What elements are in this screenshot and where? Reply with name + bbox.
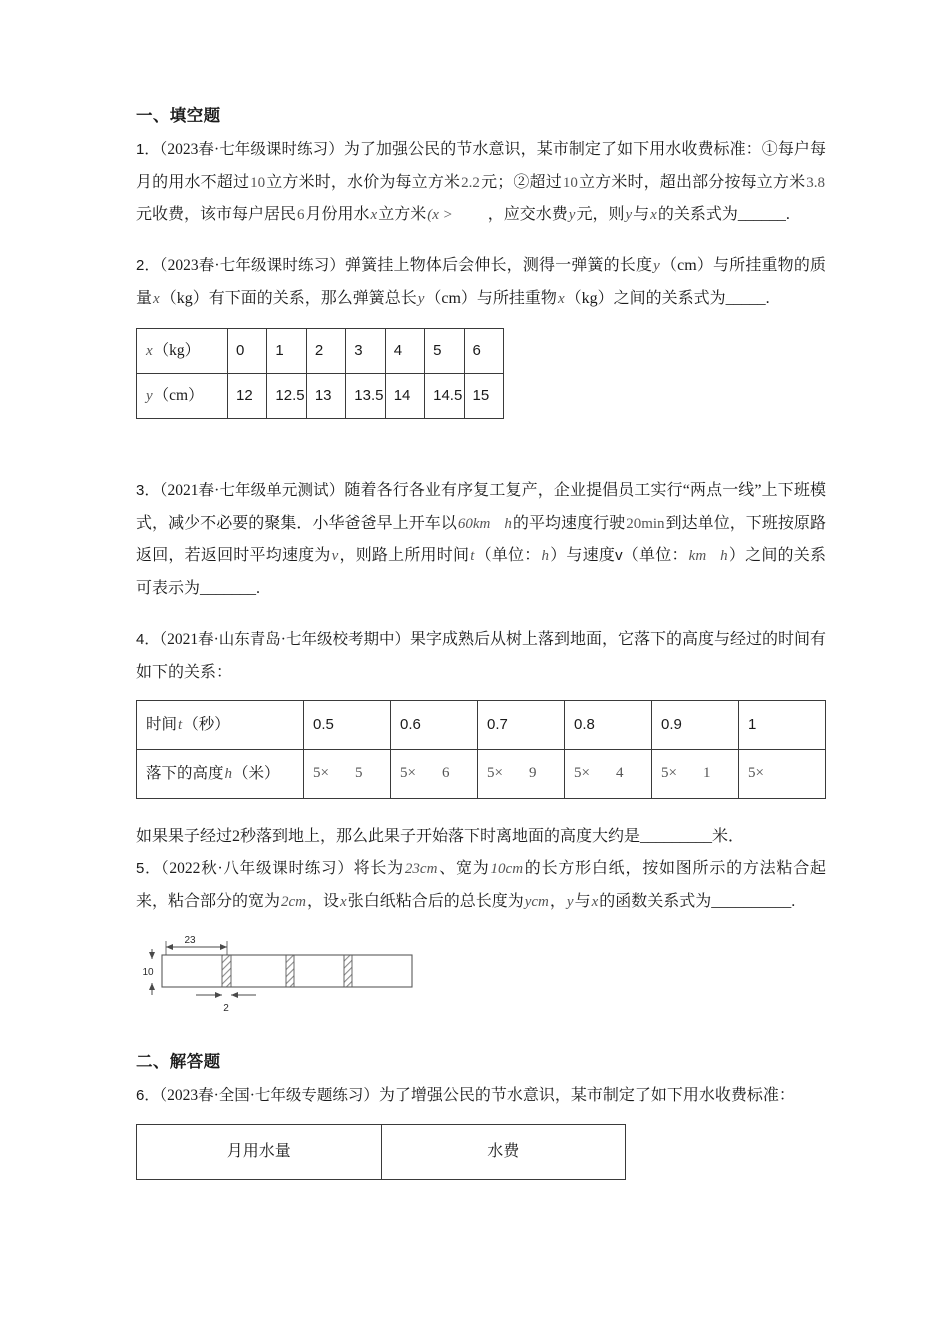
cell: 12 <box>228 373 267 418</box>
overlap-band-1 <box>222 955 231 987</box>
q2-var-x-2: x <box>557 290 565 307</box>
question-3-text-e: （单位： <box>475 547 541 565</box>
question-2-text-b: （cm）与所挂重物的质量 <box>136 257 826 307</box>
question-3-text-a: 随着各行各业有序复工复产，企业提倡员工实行“两点一线”上下班模式，减少不必要的聚集．小华爸爸早上开车以 <box>136 481 826 532</box>
cell-lead: 5× <box>400 765 416 782</box>
cell <box>565 749 652 798</box>
question-6-text: 为了增强公民的节水意识，某市制定了如下用水收费标准： <box>378 1086 795 1104</box>
q5-width-10cm: 10cm <box>490 861 524 878</box>
cell: 4 <box>385 328 424 373</box>
table-fall-label-height-b: （米） <box>233 764 280 782</box>
question-3 <box>136 475 826 606</box>
cell-lead: 5× <box>574 765 590 782</box>
q1-answer-blank[interactable]: ______ <box>737 206 786 224</box>
table-fall-label-time-a: 时间 <box>146 715 178 733</box>
cell: 13.5 <box>346 373 385 418</box>
cell <box>304 749 391 798</box>
q2-answer-blank[interactable]: _____ <box>725 289 766 307</box>
question-5-text-e: 张白纸粘合后的总长度为 <box>347 893 524 911</box>
q4-followup-seconds: 2 <box>232 827 241 845</box>
spacer <box>136 1020 826 1050</box>
question-1-line2-d: 立方米时，超出 <box>578 173 693 191</box>
question-3-text-d: ，则路上所用时间 <box>339 547 470 565</box>
cell <box>652 749 739 798</box>
q1-condition-paren: (x > <box>427 207 453 224</box>
table-spring-unit-cm: （cm） <box>153 386 204 404</box>
q2-var-y-1: y <box>653 258 660 275</box>
q3-unit-km: km <box>688 548 707 565</box>
question-5-period: . <box>791 893 796 911</box>
table-row <box>137 749 826 798</box>
q1-price-22: 2.2 <box>461 174 480 191</box>
document-content <box>136 104 826 1180</box>
q3-var-v-1: v <box>331 548 339 565</box>
table-spring-row-label-x <box>137 328 228 373</box>
cell: 0.9 <box>652 700 739 749</box>
question-1-period: . <box>785 206 790 224</box>
cell: 6 <box>464 328 503 373</box>
table-water-fee <box>136 1124 626 1180</box>
question-3-text-g: （单位： <box>622 547 688 565</box>
question-1-line1: 为了加强公民的节水意识，某市制定了如下用水收费标准： <box>343 140 762 158</box>
q5-length-23cm: 23cm <box>404 861 438 878</box>
question-2-text-c: （kg）有下面的关系，那么弹簧总长 <box>160 289 417 307</box>
arrowhead-up-height <box>149 983 155 990</box>
table-spring-var-y: y <box>146 387 153 404</box>
q4-followup-c: 米． <box>712 827 745 845</box>
question-1-line3-c: 月份用水 <box>305 206 370 224</box>
table-water-header-fee: 水费 <box>381 1125 626 1180</box>
question-5-text-b: 、宽为 <box>438 860 490 878</box>
q3-unit-h-2: h <box>720 548 728 565</box>
q1-var-y-b: y <box>625 207 633 224</box>
spacer <box>136 419 826 475</box>
question-5 <box>136 853 826 919</box>
question-1-line3-a: 部分按每立方米 <box>692 173 806 191</box>
arrowhead-overlap-left <box>231 992 238 998</box>
cell-lead: 5× <box>487 765 503 782</box>
question-1-source: （2023春·七年级课时练习） <box>159 140 344 158</box>
q3-var-t: t <box>470 548 475 565</box>
question-4-text: 果字成熟后从树上落到地面，它落下的高度与经过的时间有如下的关系： <box>136 630 827 681</box>
question-1-line4-a: 与 <box>633 206 650 224</box>
question-1-line4-b: 的关系式为 <box>657 206 738 224</box>
dimension-label-overlap: 2 <box>223 1002 229 1014</box>
question-4-followup <box>136 821 826 854</box>
dimension-label-height: 10 <box>142 966 154 978</box>
q4-answer-blank[interactable]: _________ <box>640 827 713 845</box>
cell-lead: 5× <box>313 765 329 782</box>
q5-var-x-2: x <box>591 894 599 911</box>
cell: 1 <box>267 328 306 373</box>
cell: 1 <box>739 700 826 749</box>
table-spring-unit-kg: （kg） <box>153 341 201 359</box>
question-1-line2-c: 元；②超过 <box>480 173 562 191</box>
cell: 0.6 <box>391 700 478 749</box>
figure-glued-paper-strips <box>138 933 826 1020</box>
q5-total-ycm: ycm <box>524 894 549 911</box>
question-2-text-e: （kg）之间的关系式为 <box>565 289 726 307</box>
cell: 0.5 <box>304 700 391 749</box>
cell-tail: 9 <box>528 765 537 782</box>
cell-tail: 4 <box>615 765 624 782</box>
table-fall-var-h: h <box>224 765 233 782</box>
cell: 14 <box>385 373 424 418</box>
cell-tail: 6 <box>441 765 450 782</box>
cell: 0.8 <box>565 700 652 749</box>
table-row <box>137 1125 626 1180</box>
cell: 14.5 <box>425 373 464 418</box>
cell: 0.7 <box>478 700 565 749</box>
table-spring-data <box>136 328 504 419</box>
cell <box>739 749 826 798</box>
question-5-text-g: 与 <box>574 893 591 911</box>
question-4 <box>136 624 826 690</box>
q1-month-6: 6 <box>297 207 305 224</box>
question-1 <box>136 134 826 232</box>
table-fall-row-label-height <box>137 749 304 798</box>
table-spring-row-label-y <box>137 373 228 418</box>
cell: 12.5 <box>267 373 306 418</box>
q1-price-38: 3.8 <box>806 174 825 191</box>
q1-var-y-a: y <box>568 207 576 224</box>
q5-answer-blank[interactable]: __________ <box>711 893 792 911</box>
question-3-period: . <box>256 580 261 598</box>
question-6-source: （2023春·全国·七年级专题练习） <box>159 1086 379 1104</box>
q1-var-x-b: x <box>650 207 657 224</box>
arrowhead-down-height <box>149 952 155 959</box>
q5-overlap-2cm: 2cm <box>281 894 307 911</box>
cell: 5 <box>425 328 464 373</box>
question-1-line3-f: 元，则 <box>576 206 625 224</box>
glued-paper-svg <box>138 933 438 1015</box>
q5-var-y: y <box>566 894 574 911</box>
table-falling-height <box>136 700 826 799</box>
question-1-number: 1． <box>136 140 160 158</box>
question-5-text-c: 的长方形白纸，按如图所示的方法粘合起来，粘合部分的宽为 <box>136 860 826 911</box>
spacer <box>136 234 826 250</box>
arrowhead-overlap-right <box>215 992 222 998</box>
question-3-number: 3． <box>136 481 160 499</box>
question-1-line3-b: 元收费，该市每户居民 <box>136 206 297 224</box>
table-row <box>137 373 504 418</box>
spacer <box>136 608 826 624</box>
q3-time-20min: 20min <box>626 515 665 532</box>
cell: 13 <box>306 373 345 418</box>
cell <box>478 749 565 798</box>
section-heading-fill-in-blanks: 一、填空题 <box>136 106 221 125</box>
question-5-text-h: 的函数关系式为 <box>599 893 712 911</box>
overlap-band-2 <box>286 955 294 987</box>
question-6 <box>136 1080 826 1113</box>
cell-lead: 5× <box>661 765 677 782</box>
table-row <box>137 328 504 373</box>
question-2-text-d: （cm）与所挂重物 <box>425 289 557 307</box>
question-2-source: （2023春·七年级课时练习） <box>159 257 346 275</box>
question-4-source: （2021春·山东青岛·七年级校考期中） <box>159 630 410 648</box>
q3-speed-60kmh: 60km <box>457 515 491 532</box>
question-1-line3-d: 立方米 <box>378 206 427 224</box>
question-3-text-c: 到达单位，下班按原路返回，若返回时平均速度为 <box>136 514 826 565</box>
table-fall-var-t: t <box>178 716 183 733</box>
table-fall-label-time-b: （秒） <box>183 715 230 733</box>
dimension-label-length: 23 <box>184 934 196 946</box>
cell: 15 <box>464 373 503 418</box>
cell <box>391 749 478 798</box>
question-1-line2-a: ①每户每月的用水不超过 <box>136 140 826 191</box>
question-5-text-a: 将长为 <box>353 860 404 878</box>
q1-value-10b: 10 <box>562 174 578 191</box>
question-2-number: 2． <box>136 257 160 275</box>
table-water-header-usage: 月用水量 <box>137 1125 382 1180</box>
question-5-text-f: ， <box>549 893 566 911</box>
overlap-band-3 <box>344 955 352 987</box>
table-fall-row-label-time <box>137 700 304 749</box>
arrowhead-left-length <box>166 944 173 950</box>
question-2 <box>136 250 826 316</box>
table-spring-var-x: x <box>146 342 153 359</box>
cell: 0 <box>228 328 267 373</box>
cell-lead: 5× <box>748 765 764 782</box>
question-5-number: 5． <box>136 860 161 878</box>
question-1-line3-e: ，应交水费 <box>487 206 568 224</box>
question-4-number: 4． <box>136 630 160 648</box>
q5-var-x-1: x <box>340 894 347 911</box>
question-6-number: 6． <box>136 1086 160 1104</box>
q3-unit-h: h <box>541 548 549 565</box>
question-1-line2-b: 立方米时，水价为每立方米 <box>266 173 461 191</box>
q3-speed-unit-h: h <box>504 515 512 532</box>
q1-var-x-a: x <box>370 207 378 224</box>
section-heading-answer-questions: 二、解答题 <box>136 1051 221 1071</box>
q3-var-v-2: v <box>615 547 623 565</box>
cell: 3 <box>346 328 385 373</box>
q2-var-y-2: y <box>417 290 425 307</box>
question-3-text-b: 的平均速度行驶 <box>512 514 626 532</box>
question-3-text-f: ）与速度 <box>549 547 616 565</box>
table-row <box>137 700 826 749</box>
table-fall-label-height-a: 落下的高度 <box>146 764 224 782</box>
question-3-text-h: ）之间的关系可表示为 <box>136 547 826 598</box>
question-2-text-a: 弹簧挂上物体后会伸长，测得一弹簧的长度 <box>345 257 653 275</box>
cell: 2 <box>306 328 345 373</box>
question-5-source: （2022秋·八年级课时练习） <box>160 860 354 878</box>
q1-value-10a: 10 <box>250 174 266 191</box>
question-5-text-d: ，设 <box>307 893 340 911</box>
question-3-source: （2021春·七年级单元测试） <box>159 481 345 499</box>
q3-answer-blank[interactable]: _______ <box>200 580 257 598</box>
question-2-period: . <box>765 289 770 307</box>
q2-var-x-1: x <box>153 290 160 307</box>
arrowhead-right-length <box>220 944 227 950</box>
q4-followup-a: 如果果子经过 <box>136 827 233 845</box>
q4-followup-b: 秒落到地上，那么此果子开始落下时离地面的高度大约是 <box>240 827 641 845</box>
cell-tail: 1 <box>702 765 711 782</box>
cell-tail: 5 <box>354 765 363 782</box>
